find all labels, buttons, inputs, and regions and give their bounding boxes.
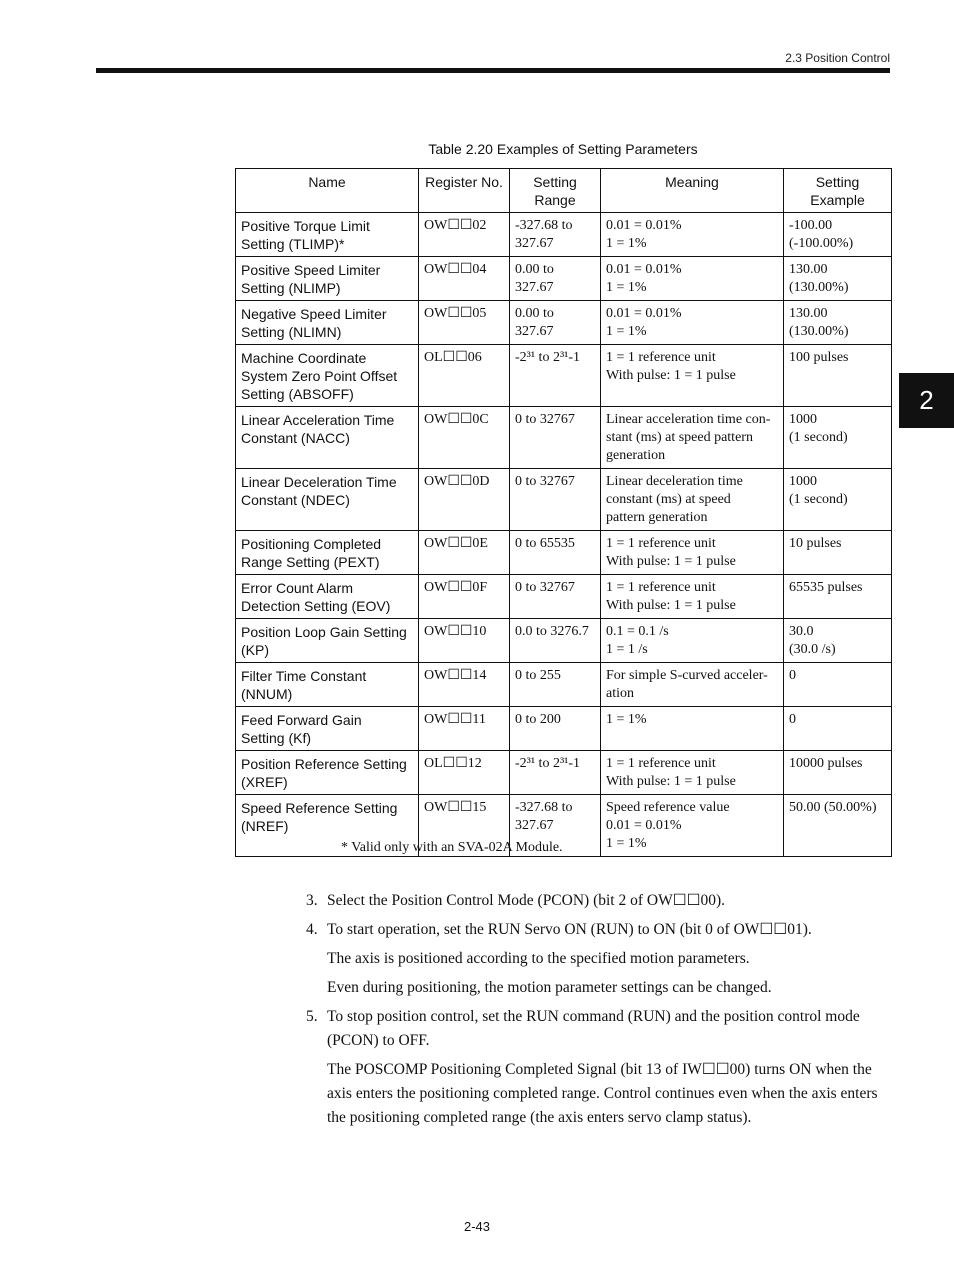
range-cell: 0 to 255	[510, 663, 601, 707]
table-row	[236, 469, 892, 531]
step-paragraph: The axis is positioned according to the specified motion parameters.	[327, 950, 750, 967]
register-cell: OW☐☐0F	[419, 575, 510, 619]
table-header-row	[236, 169, 892, 213]
table-row	[236, 213, 892, 257]
name-cell: Linear Acceleration Time Constant (NACC)	[236, 407, 419, 469]
meaning-cell: 1 = 1 reference unit With pulse: 1 = 1 pulse	[601, 751, 784, 795]
example-cell: 100 pulses	[784, 345, 892, 407]
range-cell: 0.00 to 327.67	[510, 301, 601, 345]
column-header: Register No.	[419, 169, 510, 213]
table-row	[236, 619, 892, 663]
example-cell: 130.00 (130.00%)	[784, 257, 892, 301]
example-cell: 1000 (1 second)	[784, 469, 892, 531]
table-caption: Table 2.20 Examples of Setting Parameters	[428, 141, 698, 157]
name-cell: Negative Speed Limiter Setting (NLIMN)	[236, 301, 419, 345]
example-cell: 130.00 (130.00%)	[784, 301, 892, 345]
table-row	[236, 707, 892, 751]
meaning-cell: Linear acceleration time con- stant (ms) at speed pattern generation	[601, 407, 784, 469]
table-row	[236, 663, 892, 707]
meaning-cell: 0.1 = 0.1 /s 1 = 1 /s	[601, 619, 784, 663]
parameters-table	[235, 168, 892, 857]
step-number: 4.	[306, 921, 318, 938]
range-cell: 0.0 to 3276.7	[510, 619, 601, 663]
register-cell: OW☐☐0E	[419, 531, 510, 575]
column-header: Name	[236, 169, 419, 213]
range-cell: 0 to 65535	[510, 531, 601, 575]
name-cell: Position Reference Setting (XREF)	[236, 751, 419, 795]
register-cell: OW☐☐10	[419, 619, 510, 663]
register-cell: OW☐☐04	[419, 257, 510, 301]
register-cell: OW☐☐0D	[419, 469, 510, 531]
column-header: Setting Range	[510, 169, 601, 213]
table-row	[236, 531, 892, 575]
range-cell: 0 to 32767	[510, 407, 601, 469]
range-cell: 0 to 200	[510, 707, 601, 751]
name-cell: Machine Coordinate System Zero Point Offset Setting (ABSOFF)	[236, 345, 419, 407]
meaning-cell: 0.01 = 0.01% 1 = 1%	[601, 301, 784, 345]
meaning-cell: 1 = 1 reference unit With pulse: 1 = 1 pulse	[601, 575, 784, 619]
example-cell: 10 pulses	[784, 531, 892, 575]
example-cell: 50.00 (50.00%)	[784, 795, 892, 857]
step-item	[306, 889, 892, 913]
step-item	[306, 1005, 892, 1053]
table-row	[236, 345, 892, 407]
meaning-cell: 0.01 = 0.01% 1 = 1%	[601, 213, 784, 257]
table-row	[236, 751, 892, 795]
example-cell: 65535 pulses	[784, 575, 892, 619]
register-cell: OW☐☐02	[419, 213, 510, 257]
example-cell: 1000 (1 second)	[784, 407, 892, 469]
name-cell: Positioning Completed Range Setting (PEXT)	[236, 531, 419, 575]
register-cell: OW☐☐14	[419, 663, 510, 707]
range-cell: -327.68 to 327.67	[510, 795, 601, 857]
running-header: 2.3 Position Control	[785, 51, 890, 65]
step-text: To stop position control, set the RUN command (RUN) and the position control mode (PCON) to OFF.	[327, 1008, 860, 1049]
step-text: Select the Position Control Mode (PCON) (bit 2 of OW☐☐00).	[327, 892, 726, 909]
table-footnote: * Valid only with an SVA-02A Module.	[341, 840, 563, 855]
range-cell: 0 to 32767	[510, 575, 601, 619]
meaning-cell: For simple S-curved acceler- ation	[601, 663, 784, 707]
name-cell: Linear Deceleration Time Constant (NDEC)	[236, 469, 419, 531]
step-item	[306, 918, 892, 942]
register-cell: OW☐☐11	[419, 707, 510, 751]
register-cell: OW☐☐15	[419, 795, 510, 857]
meaning-cell: 0.01 = 0.01% 1 = 1%	[601, 257, 784, 301]
meaning-cell: Speed reference value 0.01 = 0.01% 1 = 1%	[601, 795, 784, 857]
step-number: 3.	[306, 892, 318, 909]
register-cell: OW☐☐0C	[419, 407, 510, 469]
table-row	[236, 407, 892, 469]
meaning-cell: 1 = 1%	[601, 707, 784, 751]
example-cell: 10000 pulses	[784, 751, 892, 795]
column-header: Setting Example	[784, 169, 892, 213]
range-cell: -327.68 to 327.67	[510, 213, 601, 257]
example-cell: -100.00 (-100.00%)	[784, 213, 892, 257]
step-paragraph: Even during positioning, the motion parameter settings can be changed.	[327, 979, 772, 996]
range-cell: 0 to 32767	[510, 469, 601, 531]
step-text: To start operation, set the RUN Servo ON (RUN) to ON (bit 0 of OW☐☐01).	[327, 921, 812, 938]
header-rule	[96, 68, 890, 73]
column-header: Meaning	[601, 169, 784, 213]
name-cell: Filter Time Constant (NNUM)	[236, 663, 419, 707]
range-cell: -2³¹ to 2³¹-1	[510, 345, 601, 407]
meaning-cell: 1 = 1 reference unit With pulse: 1 = 1 pulse	[601, 531, 784, 575]
table-body	[236, 213, 892, 857]
name-cell: Positive Speed Limiter Setting (NLIMP)	[236, 257, 419, 301]
meaning-cell: 1 = 1 reference unit With pulse: 1 = 1 pulse	[601, 345, 784, 407]
table-row	[236, 257, 892, 301]
name-cell: Position Loop Gain Setting (KP)	[236, 619, 419, 663]
procedure-steps	[306, 889, 892, 1135]
register-cell: OL☐☐06	[419, 345, 510, 407]
example-cell: 0	[784, 663, 892, 707]
range-cell: -2³¹ to 2³¹-1	[510, 751, 601, 795]
example-cell: 0	[784, 707, 892, 751]
chapter-tab: 2	[899, 373, 954, 428]
register-cell: OW☐☐05	[419, 301, 510, 345]
name-cell: Positive Torque Limit Setting (TLIMP)*	[236, 213, 419, 257]
step-paragraph: The POSCOMP Positioning Completed Signal (bit 13 of IW☐☐00) turns ON when the axis enters the positioning completed range. Control continues even when the axis enters the positioning completed range (the axis enters servo clamp status).	[327, 1061, 878, 1126]
example-cell: 30.0 (30.0 /s)	[784, 619, 892, 663]
meaning-cell: Linear deceleration time constant (ms) at speed pattern generation	[601, 469, 784, 531]
table-row	[236, 301, 892, 345]
range-cell: 0.00 to 327.67	[510, 257, 601, 301]
table-row	[236, 795, 892, 857]
table-row	[236, 575, 892, 619]
page-number: 2-43	[463, 1219, 491, 1234]
name-cell: Speed Reference Setting (NREF)	[236, 795, 419, 857]
step-number: 5.	[306, 1008, 318, 1025]
name-cell: Error Count Alarm Detection Setting (EOV)	[236, 575, 419, 619]
register-cell: OL☐☐12	[419, 751, 510, 795]
name-cell: Feed Forward Gain Setting (Kf)	[236, 707, 419, 751]
